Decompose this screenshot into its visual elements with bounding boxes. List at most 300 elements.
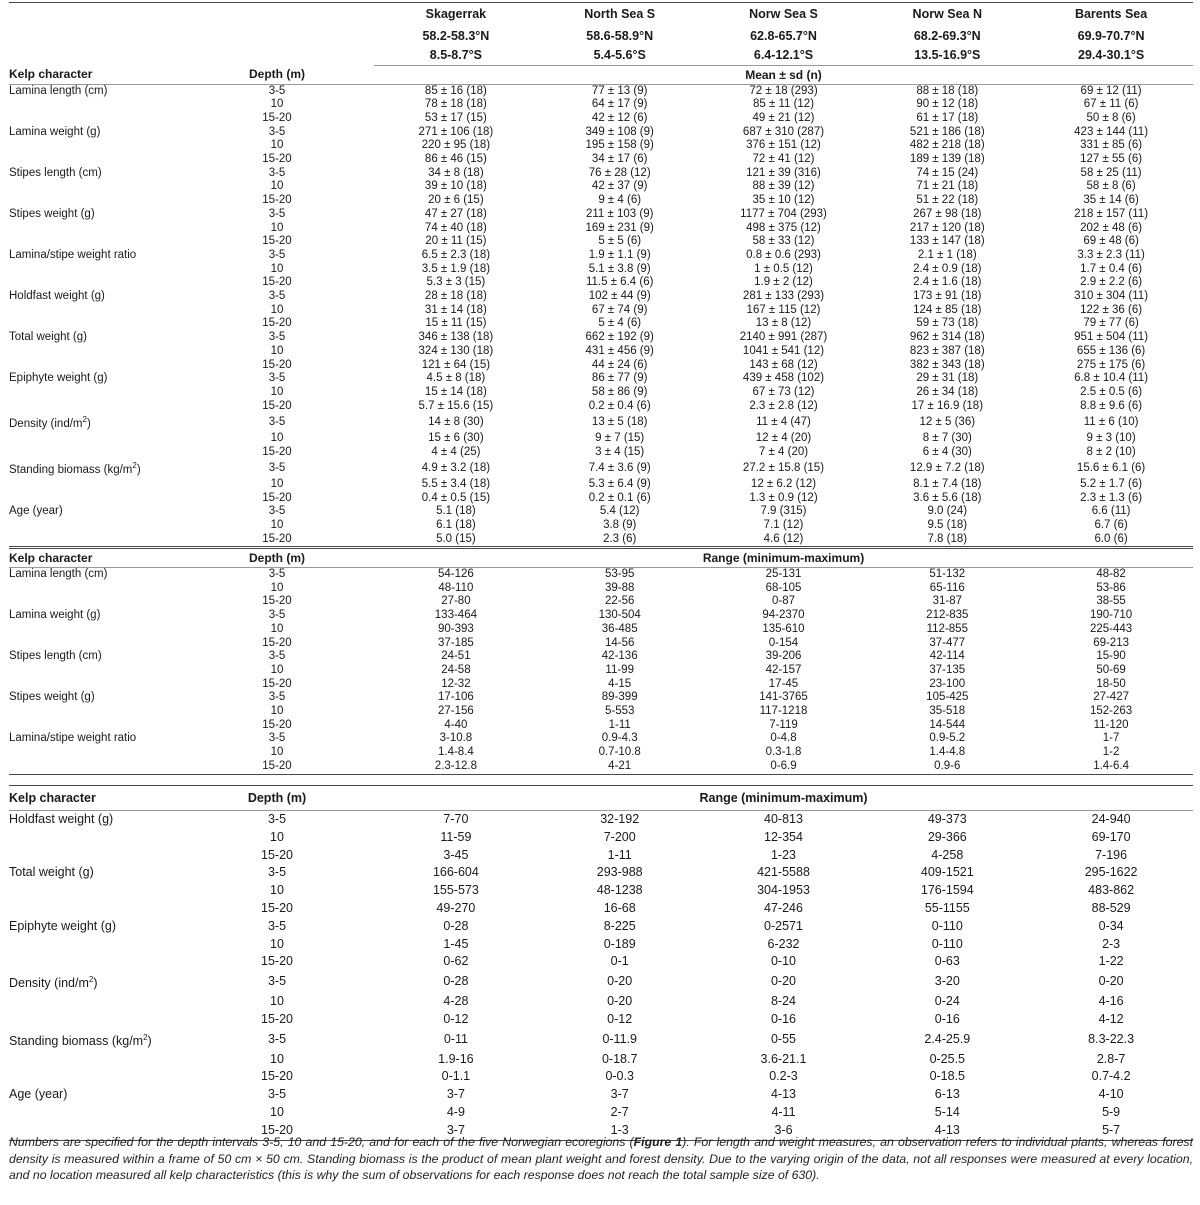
- table-row: [9, 139, 1193, 153]
- value-cell: 2.4-25.9: [924, 1031, 971, 1046]
- value-cell: 69 ± 12 (11): [1080, 84, 1142, 97]
- table-row: [9, 900, 1193, 918]
- table-row: [9, 317, 1193, 331]
- kelp-character-cell: [9, 359, 244, 373]
- value-cell: 27-427: [1093, 691, 1129, 704]
- column-header-mean-sd: Mean ± sd (n): [374, 65, 1193, 84]
- value-cell: 79 ± 77 (6): [1083, 317, 1139, 330]
- region-longitude: 29.4-30.1°S: [1078, 47, 1145, 62]
- kelp-character-cell: Epiphyte weight (g): [9, 372, 108, 385]
- value-cell: 39-88: [604, 581, 635, 594]
- value-cell: 11-99: [605, 663, 634, 676]
- region-longitude: 6.4-12.1°S: [753, 47, 814, 62]
- value-cell: 51 ± 22 (18): [916, 194, 979, 207]
- kelp-character-cell: [9, 993, 244, 1011]
- value-cell: 71 ± 21 (18): [916, 180, 979, 193]
- value-cell: 349 ± 108 (9): [585, 125, 654, 138]
- depth-cell: 15-20: [261, 1069, 293, 1084]
- value-cell: 17-106: [437, 691, 474, 704]
- value-cell: 0-11: [443, 1031, 468, 1046]
- value-cell: 27.2 ± 15.8 (15): [742, 461, 825, 474]
- value-cell: 50 ± 8 (6): [1086, 111, 1136, 124]
- value-cell: 5-553: [604, 705, 635, 718]
- depth-cell: 10: [270, 936, 284, 951]
- depth-cell: 15-20: [262, 235, 292, 248]
- value-cell: 58 ± 8 (6): [1086, 180, 1136, 193]
- value-cell: 3-10.8: [439, 732, 473, 745]
- depth-cell: 10: [270, 431, 284, 444]
- value-cell: 5-9: [1102, 1105, 1121, 1120]
- value-cell: 5.3 ± 6.4 (9): [588, 477, 651, 490]
- value-cell: 4.6 (12): [763, 532, 804, 545]
- value-cell: 4-15: [608, 677, 632, 690]
- value-cell: 14 ± 8 (30): [428, 415, 484, 428]
- value-cell: 166-604: [432, 865, 479, 880]
- value-cell: 122 ± 36 (6): [1080, 303, 1143, 316]
- table-row: [9, 153, 1193, 167]
- value-cell: 58 ± 33 (12): [752, 235, 815, 248]
- depth-cell: 3-5: [268, 732, 286, 745]
- region-latitude: 68.2-69.3°N: [913, 29, 981, 43]
- value-cell: 11-59: [440, 829, 472, 844]
- value-cell: 130-504: [598, 609, 641, 622]
- value-cell: 0-25.5: [929, 1051, 966, 1066]
- table-row: [9, 413, 1193, 432]
- column-header-depth: Depth (m): [249, 67, 305, 82]
- value-cell: 0-24: [934, 994, 960, 1009]
- value-cell: 22-56: [604, 595, 635, 608]
- value-cell: 117-1218: [759, 705, 808, 718]
- depth-cell: 10: [270, 344, 284, 357]
- kelp-character-cell: Total weight (g): [9, 865, 94, 880]
- value-cell: 25-131: [765, 568, 802, 580]
- value-cell: 7-196: [1095, 847, 1128, 862]
- value-cell: 1 ± 0.5 (12): [754, 262, 813, 275]
- table-row: [9, 691, 1193, 705]
- value-cell: 0.2 ± 0.1 (6): [588, 491, 651, 504]
- table-row: [9, 167, 1193, 181]
- depth-cell: 3-5: [268, 650, 286, 663]
- depth-cell: 3-5: [268, 331, 286, 344]
- column-header-depth: Depth (m): [249, 551, 305, 565]
- depth-cell: 3-5: [268, 691, 286, 704]
- value-cell: 4-28: [443, 994, 469, 1009]
- value-cell: 1.9 ± 1.1 (9): [588, 248, 651, 261]
- depth-cell: 3-5: [268, 125, 286, 138]
- value-cell: 1-2: [1102, 746, 1120, 759]
- kelp-character-cell: [9, 235, 244, 249]
- value-cell: 3.8 (9): [603, 518, 637, 531]
- value-cell: 49 ± 21 (12): [752, 111, 815, 124]
- value-cell: 0.7-4.2: [1091, 1069, 1131, 1084]
- depth-cell: 10: [270, 1105, 284, 1120]
- table-row: [9, 1011, 1193, 1029]
- value-cell: 0-110: [931, 918, 963, 933]
- value-cell: 72 ± 41 (12): [752, 153, 815, 166]
- table-row: [9, 678, 1193, 692]
- kelp-character-cell: [9, 847, 244, 865]
- value-cell: 7-200: [603, 829, 636, 844]
- value-cell: 4-16: [1098, 994, 1124, 1009]
- value-cell: 141-3765: [759, 691, 808, 704]
- value-cell: 20 ± 11 (15): [425, 235, 487, 248]
- value-cell: 167 ± 115 (12): [746, 303, 821, 316]
- value-cell: 655 ± 136 (6): [1076, 344, 1146, 357]
- region-longitude: 13.5-16.9°S: [914, 47, 981, 62]
- value-cell: 304-1953: [757, 883, 810, 898]
- region-longitude: 8.5-8.7°S: [429, 47, 483, 62]
- value-cell: 89-399: [601, 691, 638, 704]
- value-cell: 8 ± 2 (10): [1086, 445, 1136, 458]
- kelp-character-cell: [9, 582, 244, 596]
- table-row: [9, 1051, 1193, 1069]
- value-cell: 190-710: [1089, 609, 1133, 622]
- value-cell: 4-258: [931, 847, 964, 862]
- value-cell: 0-6.9: [770, 759, 797, 772]
- value-cell: 7 ± 4 (20): [758, 445, 809, 458]
- value-cell: 47-246: [764, 900, 803, 915]
- value-cell: 0-28: [443, 918, 469, 933]
- depth-cell: 15-20: [262, 399, 292, 412]
- section3-body: [9, 811, 1193, 1141]
- kelp-character-cell: [9, 446, 244, 460]
- table-row: [9, 432, 1193, 446]
- table-row: [9, 623, 1193, 637]
- value-cell: 61 ± 17 (18): [916, 111, 979, 124]
- table-row: [9, 719, 1193, 733]
- kelp-character-cell: Lamina weight (g): [9, 125, 101, 138]
- value-cell: 0-189: [603, 936, 636, 951]
- value-cell: 13 ± 5 (18): [591, 415, 648, 428]
- kelp-character-cell: [9, 519, 244, 533]
- value-cell: 0-12: [443, 1011, 469, 1026]
- value-cell: 124 ± 85 (18): [913, 303, 982, 316]
- value-cell: 687 ± 310 (287): [742, 125, 825, 138]
- value-cell: 50-69: [1096, 663, 1126, 676]
- value-cell: 39-206: [765, 650, 802, 663]
- kelp-character-cell: [9, 533, 244, 547]
- value-cell: 3-7: [610, 1087, 629, 1102]
- value-cell: 36-485: [601, 622, 638, 635]
- value-cell: 69-213: [1093, 636, 1129, 649]
- value-cell: 0-0.3: [605, 1069, 634, 1084]
- value-cell: 0-16: [934, 1011, 960, 1026]
- value-cell: 0-20: [1098, 974, 1124, 989]
- value-cell: 0-20: [770, 974, 796, 989]
- depth-cell: 3-5: [268, 461, 286, 474]
- table-row: [9, 459, 1193, 478]
- column-header-character: Kelp character: [9, 67, 93, 82]
- value-cell: 12 ± 4 (20): [755, 431, 812, 444]
- region-latitude: 58.6-58.9°N: [586, 29, 654, 43]
- value-cell: 67 ± 74 (9): [591, 303, 648, 316]
- value-cell: 11-120: [1093, 718, 1129, 731]
- value-cell: 5.7 ± 15.6 (15): [418, 399, 494, 412]
- table-row: [9, 918, 1193, 936]
- value-cell: 0-1: [610, 954, 629, 969]
- value-cell: 11 ± 4 (47): [756, 415, 811, 428]
- value-cell: 6.7 (6): [1094, 518, 1128, 531]
- value-cell: 55-1155: [924, 900, 970, 915]
- region-latitude: 58.2-58.3°N: [422, 29, 490, 43]
- value-cell: 1.7 ± 0.4 (6): [1080, 262, 1143, 275]
- region-latitude: 62.8-65.7°N: [750, 29, 817, 43]
- kelp-character-cell: [9, 705, 244, 719]
- kelp-character-cell: [9, 153, 244, 167]
- value-cell: 53-95: [604, 568, 635, 580]
- value-cell: 2.4 ± 0.9 (18): [913, 262, 982, 275]
- value-cell: 0.7-10.8: [598, 746, 641, 759]
- value-cell: 9 ± 4 (6): [598, 194, 642, 207]
- table-row: [9, 112, 1193, 126]
- value-cell: 5.1 (18): [436, 505, 476, 518]
- value-cell: 1.4-6.4: [1093, 759, 1129, 772]
- kelp-character-cell: [9, 746, 244, 760]
- value-cell: 4-21: [608, 759, 632, 772]
- kelp-character-cell: Density $(ind/m^2)$: [9, 415, 91, 431]
- value-cell: 376 ± 151 (12): [746, 139, 821, 152]
- table-row: [9, 359, 1193, 373]
- value-cell: 0-10: [770, 954, 796, 969]
- depth-cell: 10: [270, 746, 284, 759]
- depth-cell: 15-20: [262, 491, 292, 504]
- depth-cell: 10: [270, 581, 284, 594]
- table-row: [9, 331, 1193, 345]
- value-cell: 15-90: [1096, 650, 1126, 663]
- value-cell: 267 ± 98 (18): [913, 207, 982, 220]
- depth-cell: 15-20: [261, 1011, 293, 1026]
- value-cell: 3.5 ± 1.9 (18): [421, 262, 491, 275]
- depth-cell: 15-20: [262, 677, 292, 690]
- value-cell: 6.1 (18): [436, 518, 476, 531]
- value-cell: 0.2 ± 0.4 (6): [588, 399, 651, 412]
- value-cell: 5.4 (12): [599, 505, 640, 518]
- depth-cell: 15-20: [262, 718, 292, 731]
- kelp-character-cell: [9, 98, 244, 112]
- table-row: [9, 400, 1193, 414]
- table-row: [9, 1104, 1193, 1122]
- depth-cell: 10: [270, 518, 284, 531]
- value-cell: 5.3 ± 3 (15): [426, 276, 486, 289]
- kelp-character-cell: [9, 760, 244, 774]
- value-cell: 1.9-16: [438, 1051, 474, 1066]
- value-cell: 24-940: [1091, 812, 1131, 826]
- depth-cell: 10: [270, 98, 284, 111]
- kelp-character-cell: Stipes length (cm): [9, 650, 102, 663]
- value-cell: 94-2370: [762, 609, 805, 622]
- kelp-character-cell: [9, 1051, 244, 1069]
- depth-cell: 3-5: [268, 166, 286, 179]
- value-cell: 29-366: [927, 829, 967, 844]
- kelp-character-cell: Lamina length (cm): [9, 84, 108, 97]
- value-cell: 6.8 ± 10.4 (11): [1074, 372, 1149, 385]
- value-cell: 212-835: [926, 609, 969, 622]
- table-row: [9, 971, 1193, 993]
- depth-cell: 10: [270, 221, 284, 234]
- value-cell: 16-68: [603, 900, 636, 915]
- value-cell: 35 ± 10 (12): [752, 194, 815, 207]
- value-cell: 0.9-4.3: [601, 732, 638, 745]
- value-cell: 4-12: [1098, 1011, 1124, 1026]
- table-row: [9, 882, 1193, 900]
- depth-cell: 3-5: [268, 84, 286, 97]
- value-cell: 2140 ± 991 (287): [739, 331, 828, 344]
- value-cell: 49-373: [927, 812, 967, 826]
- depth-cell: 3-5: [267, 918, 287, 933]
- value-cell: 0-28: [443, 974, 469, 989]
- value-cell: 346 ± 138 (18): [418, 331, 494, 344]
- value-cell: 42-136: [601, 650, 638, 663]
- value-cell: 74 ± 15 (24): [916, 166, 979, 179]
- table-row: [9, 249, 1193, 263]
- depth-cell: 3-5: [268, 415, 286, 428]
- table-row: [9, 582, 1193, 596]
- value-cell: 24-51: [441, 650, 471, 663]
- value-cell: 47 ± 27 (18): [424, 207, 487, 220]
- range-table-a: [9, 548, 1193, 775]
- kelp-character-cell: [9, 953, 244, 971]
- value-cell: 0.2-3: [769, 1069, 798, 1084]
- value-cell: 202 ± 48 (6): [1080, 221, 1143, 234]
- kelp-character-cell: Stipes weight (g): [9, 691, 95, 704]
- value-cell: 3-45: [443, 847, 469, 862]
- value-cell: 4-9: [446, 1105, 465, 1120]
- value-cell: 143 ± 68 (12): [749, 358, 818, 371]
- depth-cell: 3-5: [268, 290, 286, 303]
- value-cell: 9.0 (24): [927, 505, 968, 518]
- value-cell: 7.9 (315): [760, 505, 807, 518]
- kelp-character-cell: [9, 180, 244, 194]
- value-cell: 3-20: [934, 974, 960, 989]
- column-header-range: Range (minimum-maximum): [702, 551, 865, 565]
- table-row: [9, 290, 1193, 304]
- kelp-character-cell: [9, 637, 244, 651]
- value-cell: 0-110: [931, 936, 963, 951]
- value-cell: 7-119: [769, 718, 798, 731]
- value-cell: 7.1 (12): [763, 518, 804, 531]
- value-cell: 77 ± 13 (9): [591, 84, 648, 97]
- value-cell: 176-1594: [920, 883, 974, 898]
- value-cell: 78 ± 18 (18): [424, 98, 487, 111]
- value-cell: 26 ± 34 (18): [916, 385, 979, 398]
- value-cell: 58 ± 86 (9): [591, 385, 648, 398]
- value-cell: 225-443: [1089, 622, 1133, 635]
- table-row: [9, 372, 1193, 386]
- kelp-character-cell: [9, 936, 244, 954]
- value-cell: 423 ± 144 (11): [1074, 125, 1149, 138]
- value-cell: 0-2571: [764, 918, 803, 933]
- value-cell: 2.9 ± 2.2 (6): [1080, 276, 1143, 289]
- value-cell: 48-82: [1096, 568, 1126, 580]
- value-cell: 35 ± 14 (6): [1083, 194, 1139, 207]
- value-cell: 8-24: [770, 994, 796, 1009]
- region-name: North Sea S: [584, 7, 656, 21]
- value-cell: 0-16: [770, 1011, 796, 1026]
- figure-reference-link[interactable]: Figure 1: [633, 1135, 683, 1149]
- value-cell: 48-110: [438, 581, 474, 594]
- value-cell: 0-11.9: [602, 1031, 637, 1046]
- value-cell: 382 ± 343 (18): [909, 358, 985, 371]
- table-row: [9, 568, 1193, 582]
- table-row: [9, 936, 1193, 954]
- kelp-character-cell: [9, 194, 244, 208]
- value-cell: 27-80: [441, 595, 471, 608]
- value-cell: 42 ± 12 (6): [591, 111, 648, 124]
- value-cell: 49-270: [436, 900, 476, 915]
- value-cell: 44 ± 24 (6): [591, 358, 648, 371]
- kelp-character-cell: Stipes length (cm): [9, 166, 102, 179]
- table-row: [9, 84, 1193, 98]
- value-cell: 2.3 ± 1.3 (6): [1080, 491, 1143, 504]
- kelp-character-cell: Standing biomass $(kg/m^2)$: [9, 1032, 152, 1048]
- value-cell: 1-7: [1102, 732, 1120, 745]
- value-cell: 5.1 ± 3.8 (9): [588, 262, 651, 275]
- value-cell: 127 ± 55 (6): [1080, 153, 1143, 166]
- kelp-character-cell: Epiphyte weight (g): [9, 918, 117, 933]
- kelp-character-cell: [9, 1011, 244, 1029]
- value-cell: 4-11: [771, 1105, 796, 1120]
- value-cell: 2-3: [1102, 936, 1121, 951]
- value-cell: 90-393: [437, 622, 474, 635]
- value-cell: 48-1238: [596, 883, 643, 898]
- value-cell: 2.5 ± 0.5 (6): [1080, 385, 1143, 398]
- value-cell: 27-156: [437, 705, 474, 718]
- kelp-character-cell: [9, 345, 244, 359]
- table-row: [9, 208, 1193, 222]
- value-cell: 0-34: [1098, 918, 1124, 933]
- value-cell: 7.4 ± 3.6 (9): [588, 461, 651, 474]
- kelp-character-cell: [9, 139, 244, 153]
- value-cell: 218 ± 157 (11): [1074, 207, 1149, 220]
- depth-cell: 3-5: [268, 207, 286, 220]
- value-cell: 31 ± 14 (18): [424, 303, 487, 316]
- value-cell: 169 ± 231 (9): [585, 221, 654, 234]
- value-cell: 155-573: [432, 883, 479, 898]
- table-row: [9, 637, 1193, 651]
- table-row: [9, 222, 1193, 236]
- value-cell: 88-529: [1091, 900, 1131, 915]
- value-cell: 6 ± 4 (30): [922, 445, 972, 458]
- value-cell: 17-45: [768, 677, 799, 690]
- value-cell: 59 ± 73 (18): [916, 317, 979, 330]
- kelp-character-cell: Lamina/stipe weight ratio: [9, 248, 137, 261]
- value-cell: 3.3 ± 2.3 (11): [1077, 248, 1145, 261]
- value-cell: 217 ± 120 (18): [909, 221, 985, 234]
- value-cell: 17 ± 16.9 (18): [911, 399, 984, 412]
- region-longitude: 5.4-5.6°S: [593, 47, 646, 62]
- value-cell: 133-464: [434, 609, 477, 622]
- value-cell: 0-20: [607, 974, 633, 989]
- value-cell: 11 ± 6 (10): [1083, 415, 1139, 428]
- value-cell: 13 ± 8 (12): [755, 317, 812, 330]
- value-cell: 85 ± 16 (18): [424, 84, 487, 97]
- value-cell: 4-10: [1098, 1087, 1124, 1102]
- value-cell: 39 ± 10 (18): [424, 180, 487, 193]
- value-cell: 2.3 ± 2.8 (12): [749, 399, 818, 412]
- value-cell: 42-114: [929, 650, 965, 663]
- kelp-character-cell: Density $(ind/m^2)$: [9, 975, 98, 991]
- value-cell: 4-13: [934, 1122, 960, 1137]
- value-cell: 12-354: [764, 829, 803, 844]
- kelp-character-cell: [9, 222, 244, 236]
- value-cell: 35-518: [929, 705, 966, 718]
- depth-cell: 15-20: [261, 1122, 293, 1137]
- table-row: [9, 345, 1193, 359]
- value-cell: 65-116: [929, 581, 965, 594]
- value-cell: 0-4.8: [770, 732, 797, 745]
- kelp-character-cell: Age (year): [9, 1087, 68, 1102]
- value-cell: 14-56: [604, 636, 635, 649]
